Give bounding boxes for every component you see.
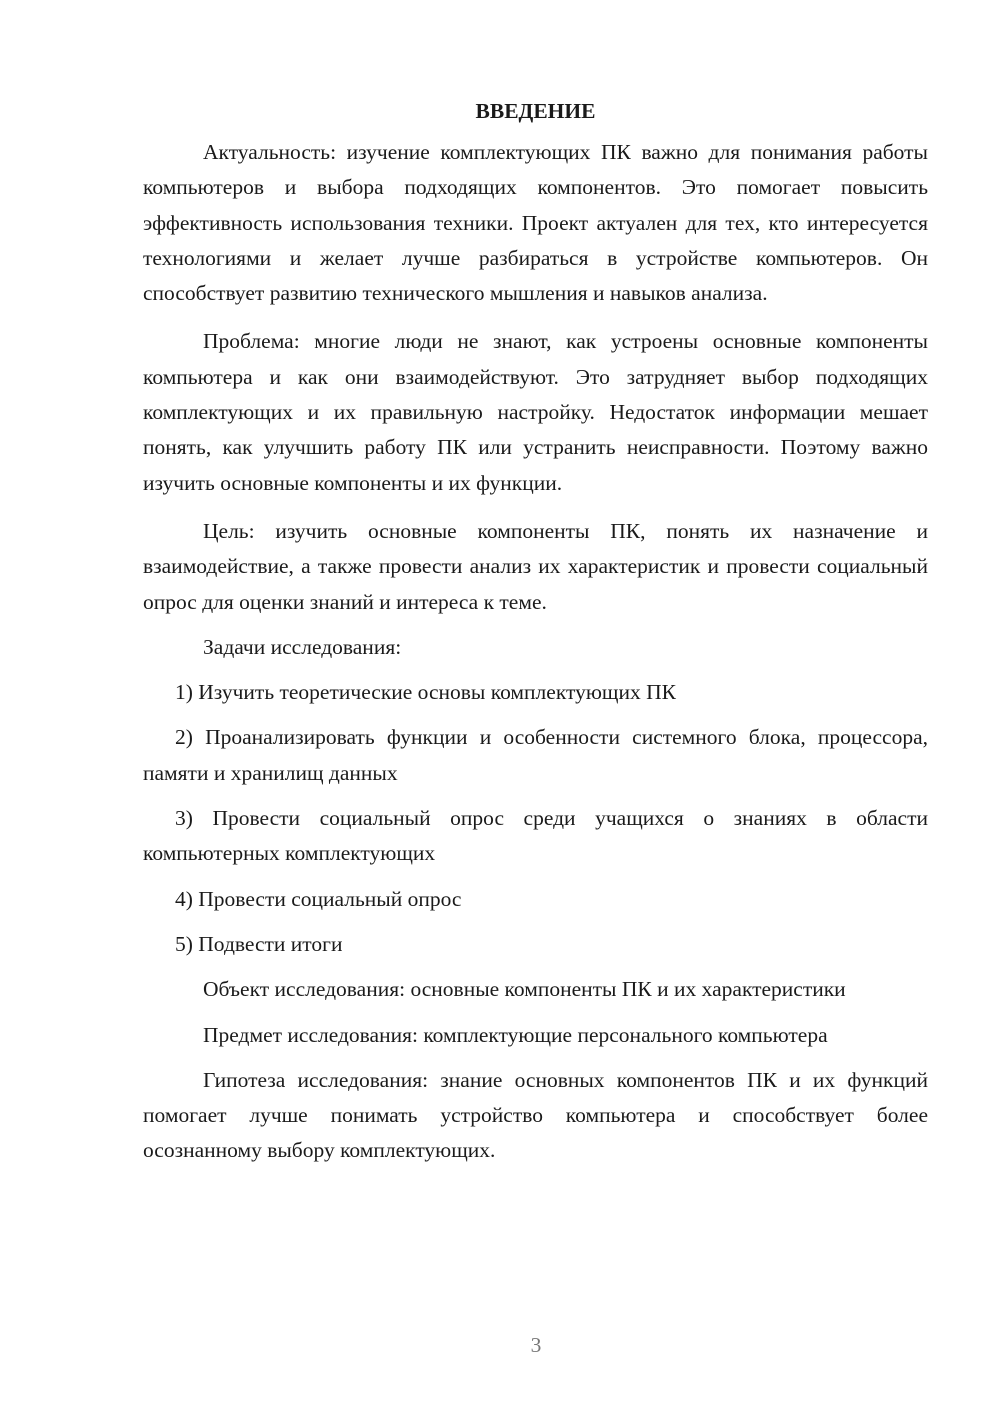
- section-title: ВВЕДЕНИЕ: [475, 99, 596, 123]
- paragraph-relevance: Актуальность: изучение комплектующих ПК важно для понимания работы компьютеров и выбора подходящих компонентов. Это помогает повысить эффективность использования техники. Проект актуален для тех, кто интересуется технологиями и желает лучше разбираться в устройстве компьютеров. Он способствует развитию технического мышления и навыков анализа.: [143, 140, 928, 306]
- task-item: 3) Провести социальный опрос среди учащихся о знаниях в области компьютерных комплектующих: [143, 806, 928, 866]
- task-item: 5) Подвести итоги: [175, 931, 343, 956]
- paragraph-hypothesis: Гипотеза исследования: знание основных компонентов ПК и их функций помогает лучше понимать устройство компьютера и способствует более осознанному выбору комплектующих.: [143, 1067, 928, 1163]
- page-number: 3: [530, 1333, 542, 1357]
- document-page: [143, 96, 928, 1179]
- paragraph-problem: Проблема: многие люди не знают, как устроены основные компоненты компьютера и как они взаимодействуют. Это затрудняет выбор подходящих комплектующих и их правильную настройку. Недостаток информации мешает понять, как улучшить работу ПК или устранить неисправности. Поэтому важно изучить основные компоненты и их функции.: [143, 329, 928, 495]
- task-item: 2) Проанализировать функции и особенности системного блока, процессора, памяти и хранилищ данных: [143, 725, 928, 785]
- task-item: 4) Провести социальный опрос: [175, 886, 462, 911]
- paragraph-goal: Цель: изучить основные компоненты ПК, понять их назначение и взаимодействие, а также провести анализ их характеристик и провести социальный опрос для оценки знаний и интереса к теме.: [143, 518, 928, 614]
- task-item: 1) Изучить теоретические основы комплектующих ПК: [175, 680, 676, 705]
- paragraph-subject: Предмет исследования: комплектующие персонального компьютера: [203, 1022, 828, 1047]
- paragraph-object: Объект исследования: основные компоненты ПК и их характеристики: [203, 977, 846, 1002]
- tasks-heading: Задачи исследования:: [203, 634, 402, 659]
